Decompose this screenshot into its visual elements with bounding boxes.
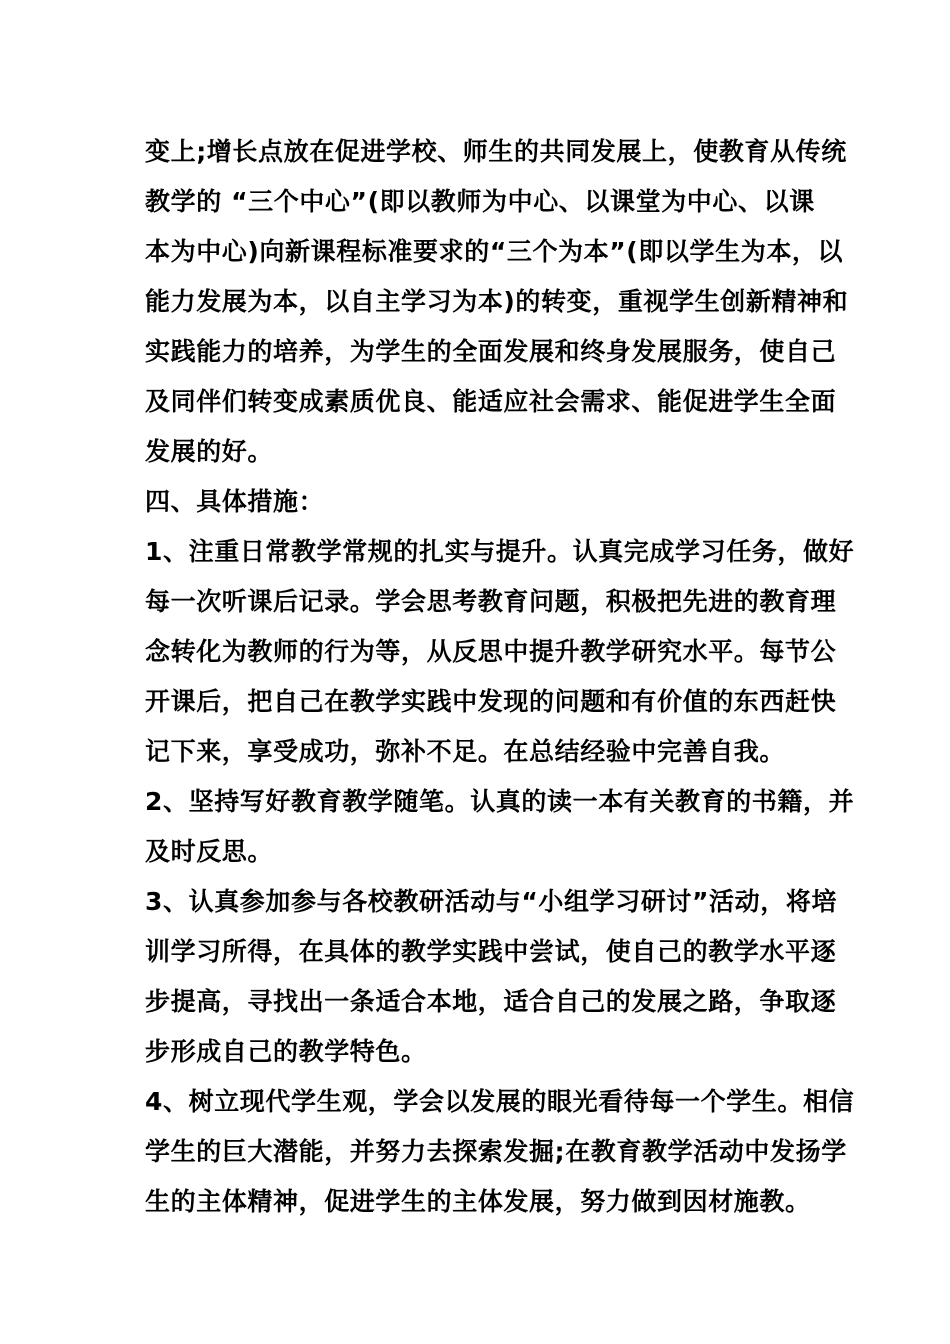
text-line: 念转化为教师的行为等，从反思中提升教学研究水平。每节公 [145,637,837,666]
text-line: 学生的巨大潜能，并努力去探索发掘;在教育教学活动中发扬学 [145,1137,847,1166]
text-line: 记下来，享受成功，弥补不足。在总结经验中完善自我。 [145,737,786,766]
text-line: 变上;增长点放在促进学校、师生的共同发展上，使教育从传统 [145,137,847,166]
text-line: 3、认真参加参与各校教研活动与“小组学习研讨”活动，将培 [145,887,838,916]
text-line: 开课后，把自己在教学实践中发现的问题和有价值的东西赶快 [145,687,837,716]
text-line: 及同伴们转变成素质优良、能适应社会需求、能促进学生全面 [145,387,837,416]
section-heading: 四、具体措施： [145,487,325,516]
text-line: 1、注重日常教学常规的扎实与提升。认真完成学习任务，做好 [145,537,855,566]
text-line: 教学的 “三个中心”(即以教师为中心、以课堂为中心、以课 [145,187,815,216]
text-line: 步提高，寻找出一条适合本地，适合自己的发展之路，争取逐 [145,987,837,1016]
text-line: 步形成自己的教学特色。 [145,1037,427,1066]
text-line: 生的主体精神，促进学生的主体发展，努力做到因材施教。 [145,1187,811,1216]
text-line: 能力发展为本，以自主学习为本)的转变，重视学生创新精神和 [145,287,849,316]
text-line: 发展的好。 [145,437,274,466]
text-line: 本为中心)向新课程标准要求的“三个为本”(即以学生为本，以 [145,237,844,266]
text-line: 实践能力的培养，为学生的全面发展和终身发展服务，使自己 [145,337,837,366]
text-line: 每一次听课后记录。学会思考教育问题，积极把先进的教育理 [145,587,837,616]
text-line: 4、树立现代学生观，学会以发展的眼光看待每一个学生。相信 [145,1087,855,1116]
text-line: 训学习所得，在具体的教学实践中尝试，使自己的教学水平逐 [145,937,837,966]
text-line: 2、坚持写好教育教学随笔。认真的读一本有关教育的书籍，并 [145,787,855,816]
text-line: 及时反思。 [145,837,274,866]
